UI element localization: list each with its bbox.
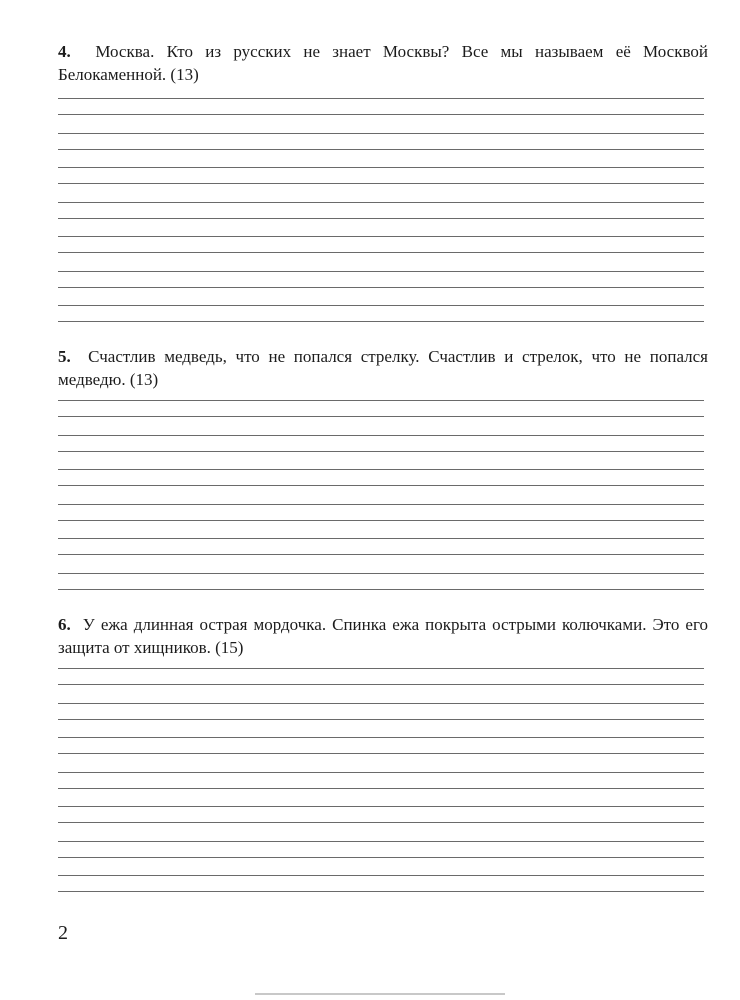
task-4-number: 4.	[58, 42, 71, 61]
writing-line	[58, 703, 704, 704]
writing-line	[58, 684, 704, 685]
writing-line	[58, 841, 704, 842]
writing-line	[58, 504, 704, 505]
writing-line	[58, 589, 704, 590]
writing-line	[58, 719, 704, 720]
writing-line	[58, 435, 704, 436]
writing-line	[58, 538, 704, 539]
writing-line	[58, 485, 704, 486]
writing-line	[58, 114, 704, 115]
task-6-text: У ежа длинная острая мордочка. Спинка ежа покрыта острыми колючками. Это его защита от хищников. (15)	[58, 615, 708, 657]
writing-line	[58, 400, 704, 401]
writing-line	[58, 891, 704, 892]
writing-line	[58, 149, 704, 150]
writing-line	[58, 451, 704, 452]
writing-line	[58, 806, 704, 807]
task-5-number: 5.	[58, 347, 71, 366]
writing-line	[58, 236, 704, 237]
writing-line	[58, 416, 704, 417]
writing-line	[58, 822, 704, 823]
writing-line	[58, 520, 704, 521]
writing-line	[58, 133, 704, 134]
writing-line	[58, 788, 704, 789]
writing-line	[58, 218, 704, 219]
writing-line	[58, 875, 704, 876]
writing-line	[58, 202, 704, 203]
writing-line	[58, 167, 704, 168]
writing-line	[58, 321, 704, 322]
bottom-edge-mark	[255, 993, 505, 995]
task-6-prompt	[58, 613, 708, 659]
writing-line	[58, 857, 704, 858]
page-number: 2	[58, 922, 68, 944]
task-5-text: Счастлив медведь, что не попался стрелку. Счастлив и стрелок, что не попался медведю. (13)	[58, 347, 708, 389]
writing-line	[58, 305, 704, 306]
writing-line	[58, 469, 704, 470]
writing-line	[58, 573, 704, 574]
task-4-prompt	[58, 40, 708, 86]
writing-line	[58, 287, 704, 288]
task-5-prompt	[58, 345, 708, 391]
writing-line	[58, 668, 704, 669]
writing-line	[58, 737, 704, 738]
writing-line	[58, 183, 704, 184]
task-6-number: 6.	[58, 615, 71, 634]
task-4-text: Москва. Кто из русских не знает Москвы? Все мы называем её Москвой Белокаменной. (13)	[58, 42, 708, 84]
writing-line	[58, 271, 704, 272]
writing-line	[58, 252, 704, 253]
writing-line	[58, 554, 704, 555]
writing-line	[58, 753, 704, 754]
writing-line	[58, 772, 704, 773]
writing-line	[58, 98, 704, 99]
